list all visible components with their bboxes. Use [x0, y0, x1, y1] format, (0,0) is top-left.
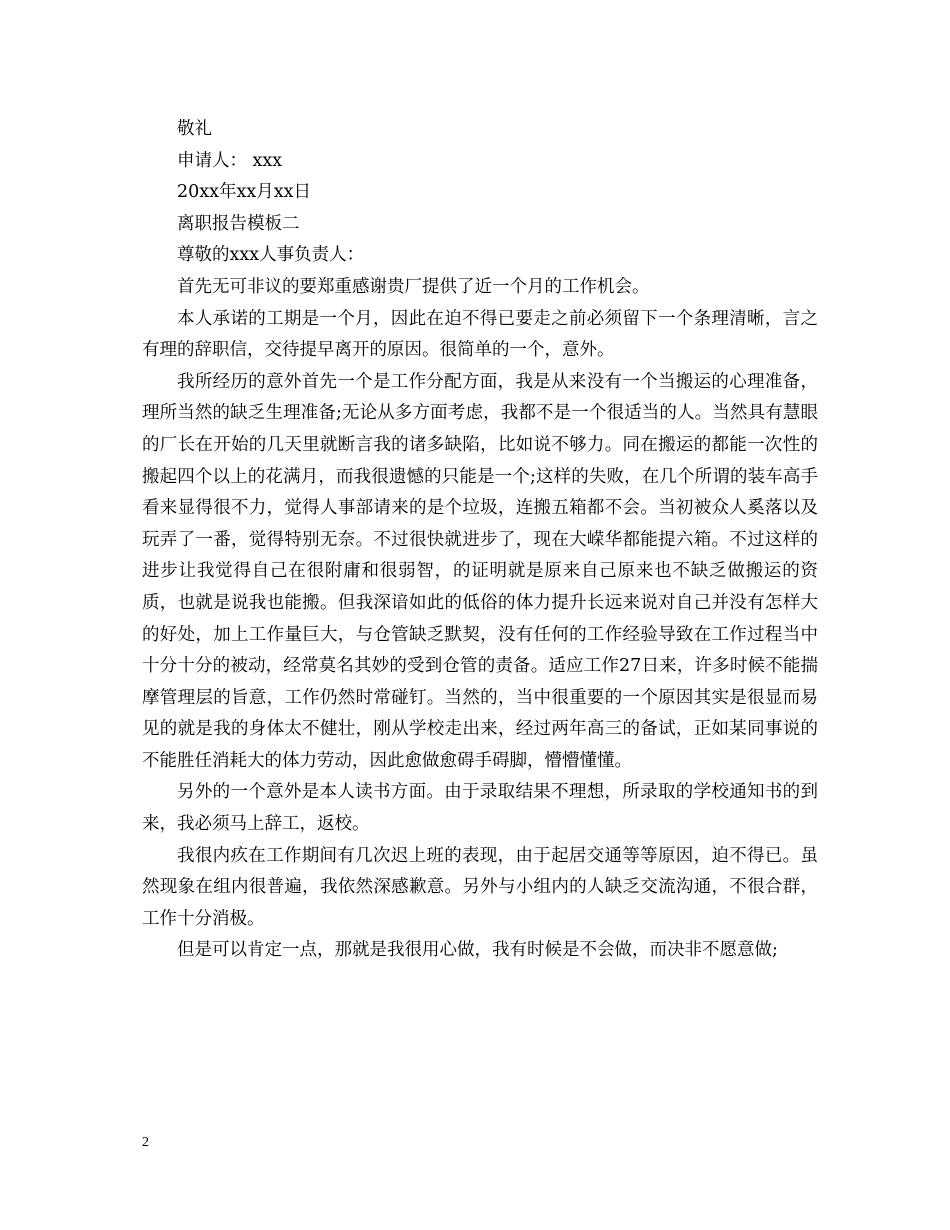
paragraph-3: 我所经历的意外首先一个是工作分配方面，我是从来没有一个当搬运的心理准备，理所当然的缺乏生理准备;无论从多方面考虑，我都不是一个很适当的人。当然具有慧眼的厂长在开始的几天里就断言我的诸多缺陷，比如说不够力。同在搬运的都能一次性的搬起四个以上的花满月，而我很遗憾的只能是一个;这样的失败，在几个所谓的装车高手看来显得很不力，觉得人事部请来的是个垃圾，连搬五箱都不会。当初被众人奚落以及玩弄了一番，觉得特别无奈。不过很快就进步了，现在大嵘华都能提六箱。不过这样的进步让我觉得自己在很附庸和很弱智，的证明就是原来自己原来也不缺乏做搬运的资质，也就是说我也能搬。但我深谙如此的低俗的体力提升长远来说对自己并没有怎样大的好处，加上工作量巨大，与仓管缺乏默契，没有任何的工作经验导致在工作过程当中十分十分的被动，经常莫名其妙的受到仓管的责备。适应工作27日来，许多时候不能揣摩管理层的旨意，工作仍然时常碰钉。当然的，当中很重要的一个原因其实是很显而易见的就是我的身体太不健壮，刚从学校走出来，经过两年高三的备试，正如某同事说的不能胜任消耗大的体力劳动，因此愈做愈碍手碍脚，懵懵懂懂。: [142, 371, 818, 771]
salutation-line: 尊敬的xxx人事负责人：: [177, 245, 365, 266]
applicant-line: 申请人： xxx: [177, 150, 283, 171]
section-title: 离职报告模板二: [177, 213, 300, 234]
paragraph-2: 本人承诺的工期是一个月，因此在迫不得已要走之前必须留下一个条理清晰，言之有理的辞职信，交待提早离开的原因。很简单的一个，意外。: [142, 308, 818, 361]
page-number: 2: [142, 1135, 149, 1150]
paragraph-6: 但是可以肯定一点，那就是我很用心做，我有时候是不会做，而决非不愿意做;: [177, 940, 778, 961]
paragraph-1: 首先无可非议的要郑重感谢贵厂提供了近一个月的工作机会。: [177, 276, 650, 297]
closing-line: 敬礼: [177, 119, 212, 139]
document-body: [142, 114, 818, 967]
paragraph-4: 另外的一个意外是本人读书方面。由于录取结果不理想，所录取的学校通知书的到来，我必须马上辞工，返校。: [142, 782, 818, 835]
date-line: 20xx年xx月xx日: [177, 182, 311, 203]
paragraph-5: 我很内疚在工作期间有几次迟上班的表现，由于起居交通等等原因，迫不得已。虽然现象在组内很普遍，我依然深感歉意。另外与小组内的人缺乏交流沟通，不很合群，工作十分消极。: [142, 845, 818, 929]
